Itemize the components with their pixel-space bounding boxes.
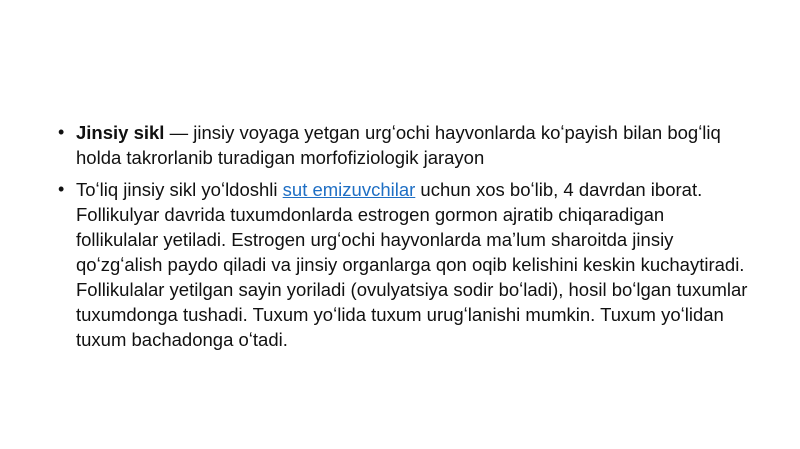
bullet-marker: • xyxy=(58,122,65,142)
term-heading: Jinsiy sikl xyxy=(76,122,165,143)
mammals-link[interactable]: sut emizuvchilar xyxy=(282,179,416,200)
bullet-marker: • xyxy=(58,179,65,199)
bullet-list xyxy=(58,120,748,359)
description-text-start: Toʻliq jinsiy sikl yoʻldoshli xyxy=(76,179,283,200)
bullet-item-definition xyxy=(58,120,748,170)
description-text-rest: uchun xos boʻlib, 4 davrdan iborat. Follikulyar davrida tuxumdonlarda estrogen gormon ajratib chiqaradigan follikulalar yetiladi. Estrogen urgʻochi hayvonlarda maʼlum sharoitda jinsiy qoʻzgʻalish paydo qiladi va jinsiy organlarga qon oqib kelishini keskin kuchaytiradi. Follikulalar yetilgan sayin yoriladi (ovulyatsiya sodir boʻladi), hosil boʻlgan tuxumlar tuxumdonga tushadi. Tuxum yoʻlida tuxum urugʻlanishi mumkin. Tuxum yoʻlidan tuxum bachadonga oʻtadi. xyxy=(76,179,748,350)
definition-text: — jinsiy voyaga yetgan urgʻochi hayvonlarda koʻpayish bilan bogʻliq holda takrorlanib turadigan morfofiziologik jarayon xyxy=(76,122,721,168)
bullet-item-description xyxy=(58,177,748,352)
